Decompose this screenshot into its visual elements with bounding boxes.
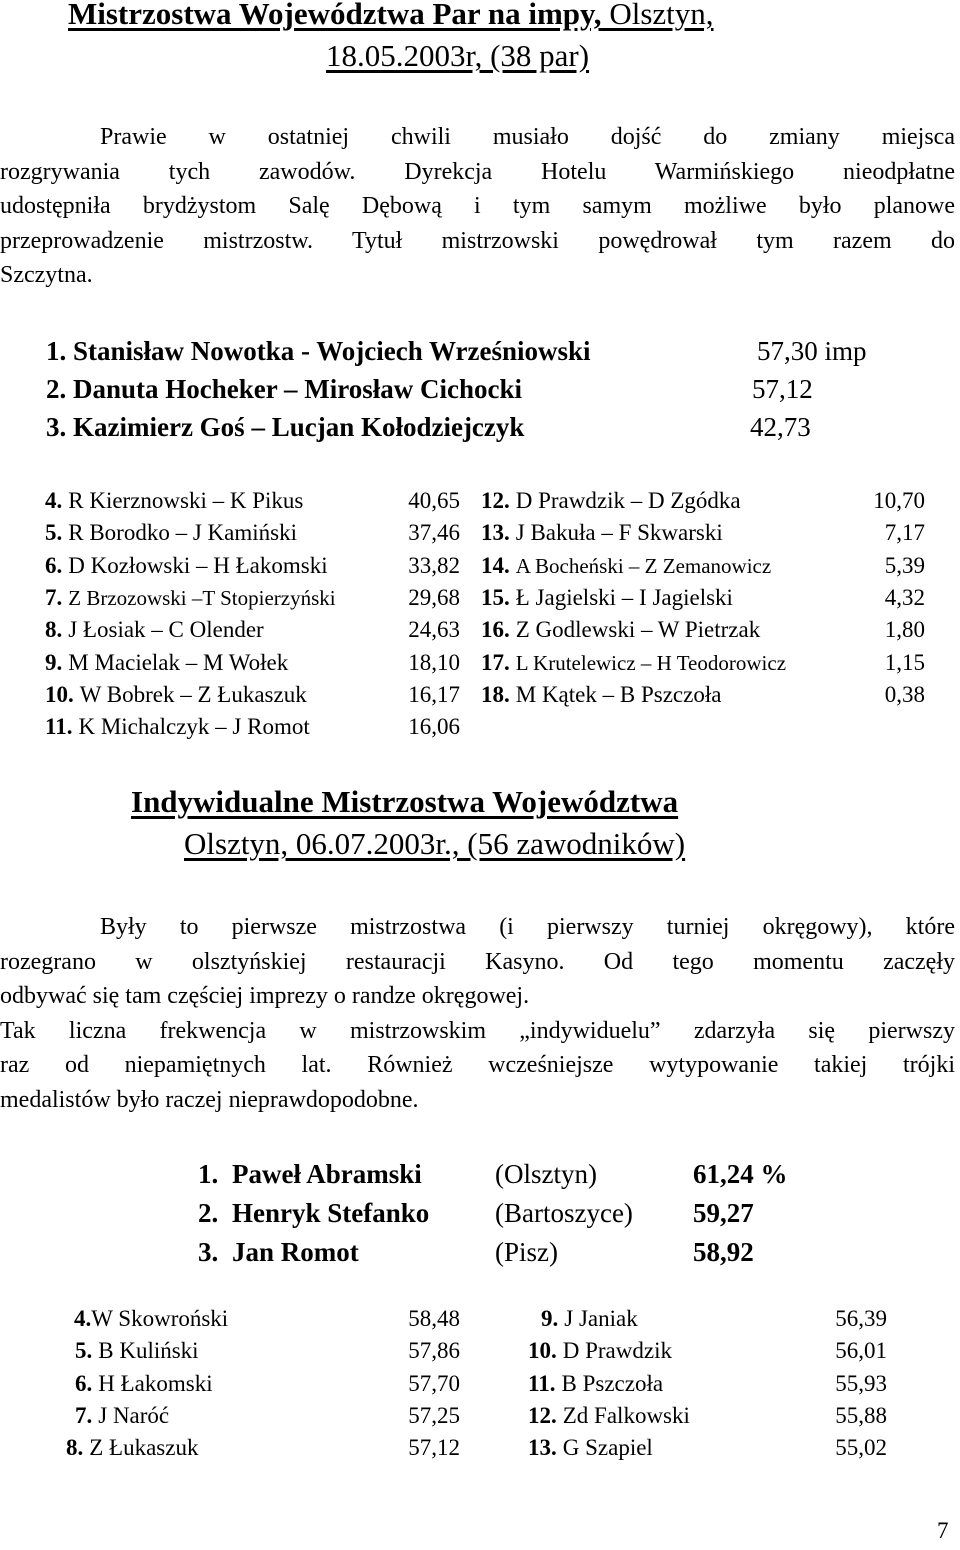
pairs-podium-3-score: 42,73 [750,412,811,442]
table-row [45,488,303,514]
row-score: 33,82 [408,552,460,578]
row-rank: 4. [74,1306,92,1331]
row-name: H Łakomski [98,1370,213,1396]
podium-score: 61,24 % [693,1159,788,1189]
row-names: Ł Jagielski – I Jagielski [515,584,733,610]
row-rank: 9. [45,649,63,675]
section1-title-line1 [68,0,714,32]
row-rank: 16. [481,617,510,643]
table-row [66,1435,198,1461]
row-name: W Skowroński [91,1306,229,1331]
podium-name: Jan Romot [232,1237,359,1267]
table-row [481,585,733,611]
pairs-podium-2-score: 57,12 [752,374,813,404]
paragraph-line: rozgrywania tych zawodów. Dyrekcja Hotelu Warmińskiego nieodpłatne [0,158,955,185]
row-score: 29,68 [408,584,460,610]
table-row [528,1338,672,1364]
row-score: 58,48 [408,1306,460,1331]
table-row [481,617,760,643]
table-row [45,617,264,643]
row-rank: 6. [75,1370,93,1396]
paragraph-line: odbywać się tam częściej imprezy o randze okręgowej. [0,983,530,1009]
podium-names: Danuta Hocheker – Mirosław Cichocki [73,374,522,404]
row-score: 18,10 [408,649,460,675]
section2-title-line1: Indywidualne Mistrzostwa Województwa [131,784,679,819]
table-row [481,520,723,546]
podium-rank: 3. [46,412,67,442]
row-rank: 14. [481,552,510,578]
row-names: K Michalczyk – J Romot [78,714,310,740]
row-score: 56,39 [835,1306,887,1331]
section1-title-bold: Mistrzostwa Województwa Par na impy, [68,0,602,31]
pairs-podium-2 [46,374,522,405]
row-name: Z Łukaszuk [89,1435,199,1461]
row-names: A Bocheński – Z Zemanowicz [515,553,772,578]
paragraph-line: rozegrano w olsztyńskiej restauracji Kasyno. Od tego momentu zaczęły [0,948,955,975]
podium-city: (Olsztyn) [495,1159,597,1189]
paragraph-line: medalistów było raczej nieprawdopodobne. [0,1086,419,1113]
row-name: D Prawdzik [562,1338,672,1364]
row-score: 57,70 [408,1370,460,1396]
row-names: R Borodko – J Kamiński [68,520,297,546]
row-rank: 4. [45,488,63,513]
row-names: M Macielak – M Wołek [68,649,289,675]
podium-name: Henryk Stefanko [232,1198,430,1228]
row-name: J Janiak [564,1306,638,1331]
row-rank: 11. [45,714,73,740]
row-name: B Pszczoła [561,1370,664,1396]
row-score: 57,12 [408,1435,460,1461]
row-score: 1,15 [884,649,925,675]
row-score: 57,25 [408,1402,460,1428]
table-row [75,1403,169,1429]
pairs-podium-1-score: 57,30 imp [757,336,867,366]
section1-title-line2: 18.05.2003r, (38 par) [326,38,590,73]
row-score: 55,93 [835,1370,887,1396]
table-row [528,1435,653,1461]
podium-names: Kazimierz Goś – Lucjan Kołodziejczyk [73,412,525,442]
table-row [481,682,721,708]
podium-rank: 2. [198,1198,219,1228]
row-rank: 13. [481,520,510,546]
row-rank: 8. [45,617,63,643]
row-name: Zd Falkowski [562,1402,690,1428]
table-row [45,714,310,740]
podium-rank: 1. [198,1159,219,1189]
pairs-podium-1 [46,336,591,367]
table-row [528,1371,663,1397]
podium-names: Stanisław Nowotka - Wojciech Wrześniowski [73,336,591,366]
row-score: 55,02 [835,1435,887,1461]
table-row [45,585,336,611]
table-row [481,488,741,514]
row-score: 37,46 [408,520,460,546]
row-rank: 12. [528,1402,557,1428]
row-names: Z Godlewski – W Pietrzak [515,617,761,643]
paragraph-line: Były to pierwsze mistrzostwa (i pierwszy turniej okręgowy), które [100,914,955,940]
row-rank: 17. [481,649,510,675]
podium-score: 58,92 [693,1237,754,1267]
table-row [75,1371,213,1397]
table-row [541,1306,638,1332]
row-rank: 9. [541,1306,559,1331]
table-row [45,650,288,676]
table-row [481,650,786,676]
table-row [528,1403,690,1429]
row-score: 5,39 [884,552,925,578]
podium-name: Paweł Abramski [232,1159,422,1189]
row-names: R Kierznowski – K Pikus [68,488,304,513]
row-names: D Prawdzik – D Zgódka [515,488,741,513]
row-score: 16,17 [408,681,460,707]
table-row [74,1306,228,1332]
row-score: 24,63 [408,617,460,643]
page-number: 7 [937,1518,949,1543]
podium-rank: 1. [46,336,67,366]
row-names: J Bakuła – F Skwarski [515,520,723,546]
row-names: J Łosiak – C Olender [68,617,264,643]
table-row [45,553,328,579]
paragraph-line: Szczytna. [0,262,93,288]
row-names: D Kozłowski – H Łakomski [68,552,328,578]
table-row [45,682,307,708]
podium-score: 59,27 [693,1198,754,1228]
table-row [481,553,771,579]
row-rank: 15. [481,584,510,610]
row-names: W Bobrek – Z Łukaszuk [79,681,307,707]
row-names: Z Brzozowski –T Stopierzyński [68,585,336,610]
row-score: 1,80 [884,617,925,643]
podium-rank: 3. [198,1237,219,1267]
row-rank: 5. [45,520,63,546]
paragraph-line: Tak liczna frekwencja w mistrzowskim „indywiduelu” zdarzyła się pierwszy [0,1017,955,1044]
row-score: 0,38 [884,681,925,707]
row-score: 55,88 [835,1402,887,1428]
row-names: M Kątek – B Pszczoła [515,681,722,707]
row-rank: 11. [528,1370,556,1396]
paragraph-line: raz od niepamiętnych lat. Również wcześniejsze wytypowanie takiej trójki [0,1052,955,1078]
row-score: 7,17 [884,520,925,546]
row-rank: 18. [481,681,510,707]
paragraph-line: przeprowadzenie mistrzostw. Tytuł mistrzowski powędrował tym razem do [0,227,955,254]
row-name: J Naróć [98,1402,170,1428]
podium-rank: 2. [46,374,67,404]
row-score: 57,86 [408,1338,460,1364]
section2-paragraph [0,910,955,1117]
row-rank: 13. [528,1435,557,1461]
row-rank: 6. [45,552,63,578]
section1-title-city: Olsztyn, [601,0,714,31]
row-rank: 7. [75,1402,93,1428]
podium-city: (Pisz) [495,1237,558,1267]
row-rank: 10. [528,1338,557,1364]
row-rank: 5. [75,1338,93,1364]
pairs-podium-3 [46,412,524,443]
paragraph-line: Prawie w ostatniej chwili musiało dojść do zmiany miejsca [100,124,955,150]
row-rank: 8. [66,1435,84,1461]
row-score: 40,65 [408,488,460,513]
row-score: 10,70 [873,488,925,513]
table-row [75,1338,199,1364]
row-rank: 12. [481,488,510,513]
podium-city: (Bartoszyce) [495,1198,633,1228]
row-names: L Krutelewicz – H Teodorowicz [515,650,787,675]
row-name: B Kuliński [98,1338,199,1364]
paragraph-line: udostępniła brydżystom Salę Dębową i tym samym możliwe było planowe [0,193,955,219]
row-score: 16,06 [408,714,460,740]
section1-paragraph [0,120,955,293]
row-score: 56,01 [835,1338,887,1364]
row-rank: 10. [45,681,74,707]
table-row [45,520,297,546]
section2-title-line2: Olsztyn, 06.07.2003r., (56 zawodników) [184,826,686,861]
row-name: G Szapiel [562,1435,653,1461]
row-rank: 7. [45,584,63,610]
row-score: 4,32 [884,584,925,610]
